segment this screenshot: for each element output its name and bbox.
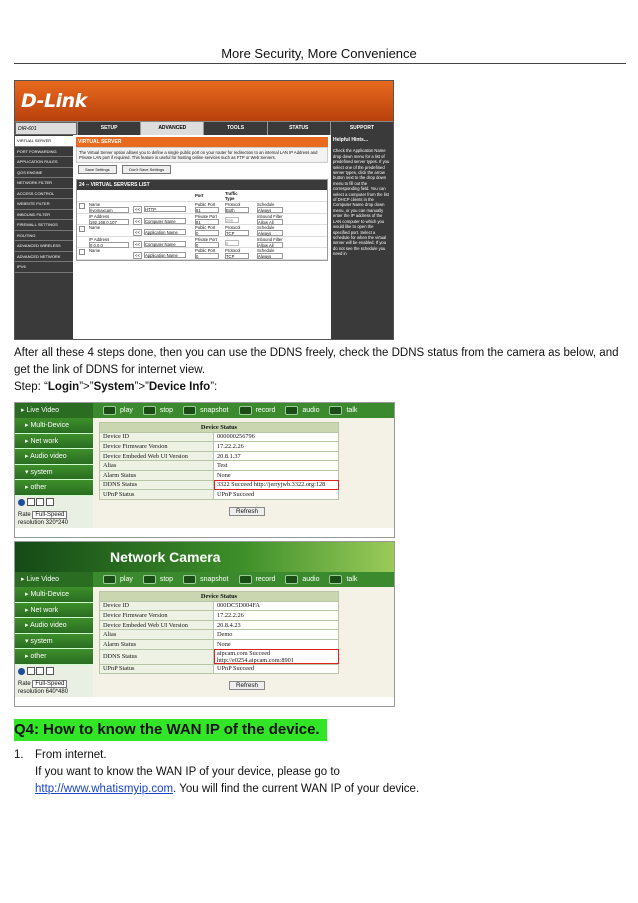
play-icon: [103, 575, 116, 584]
play-button[interactable]: [103, 403, 133, 418]
list-item-text: From internet.: [35, 749, 107, 761]
status-value: 000000256796: [214, 432, 339, 442]
device-status-panel: [93, 587, 394, 697]
status-value: None: [214, 470, 339, 480]
status-value: 17.22.2.26: [214, 611, 339, 621]
name-label: Name: [89, 248, 101, 254]
status-key: Alarm Status: [100, 639, 214, 649]
status-value: 3322 Succeed http://jerryjwb.3322.org:128: [214, 480, 339, 490]
table-row: [100, 639, 339, 649]
menu-item-label: Audio video: [30, 453, 67, 460]
status-value: UPnP Succeed: [214, 490, 339, 500]
protocol-select[interactable]: TCP: [225, 230, 249, 236]
audio-button[interactable]: [285, 572, 319, 587]
layout-1-icon[interactable]: [27, 667, 35, 675]
copy-arrow-button[interactable]: <<: [135, 241, 140, 247]
status-value: 20.8.4.23: [214, 620, 339, 630]
rate-select[interactable]: Full-Speed: [32, 680, 67, 688]
list-item-line3: [35, 781, 419, 798]
status-value: 20.8.1.37: [214, 451, 339, 461]
inbound-filter-label: Inbound Filter: [257, 213, 283, 219]
table-row: [100, 432, 339, 442]
tab-tools[interactable]: TOOLS: [203, 122, 266, 135]
menu-item-label: other: [30, 484, 47, 491]
table-row: [77, 214, 327, 226]
play-label: play: [120, 576, 133, 583]
camera-toolbar: [15, 403, 394, 418]
step-device-info: Device Info: [148, 381, 211, 393]
tab-support[interactable]: SUPPORT: [330, 122, 393, 135]
record-icon: [239, 406, 252, 415]
view-layout-controls: [15, 665, 93, 679]
list-header-row: [77, 190, 327, 202]
layout-9-icon[interactable]: [46, 498, 54, 506]
play-icon: [103, 406, 116, 415]
sidebar-item-network-filter[interactable]: NETWORK FILTER: [15, 178, 73, 189]
status-key: Device Firmware Version: [100, 442, 214, 452]
sidebar-item-virtual-server[interactable]: VIRTUAL SERVER: [15, 136, 73, 147]
step-line: [14, 379, 217, 396]
talk-label: talk: [346, 576, 358, 583]
public-port-label: Public Port: [195, 248, 216, 254]
menu-item[interactable]: ▸ Audio video: [15, 449, 93, 465]
computer-name-select[interactable]: Computer Name: [144, 218, 186, 224]
step-prefix: Step: “: [14, 381, 48, 393]
speaker-icon: [285, 575, 298, 584]
table-row: [100, 480, 339, 490]
audio-label: audio: [302, 407, 320, 414]
table-row: [100, 490, 339, 500]
paragraph-ddns: After all these 4 steps done, then you can use the DDNS freely, check the DDNS status from the camera as below, and get the link of DDNS for internet view.: [14, 347, 619, 376]
rate-label: Rate: [18, 680, 31, 687]
radio-icon[interactable]: [18, 668, 25, 675]
q4-heading: Q4: How to know the WAN IP of the device.: [14, 719, 327, 741]
whatismyip-link[interactable]: http://www.whatismyip.com: [35, 783, 174, 795]
status-key: DDNS Status: [100, 649, 214, 664]
dlink-screenshot: [14, 80, 394, 340]
name-label: Name: [89, 202, 101, 207]
snapshot-button[interactable]: [183, 572, 228, 587]
record-button[interactable]: [239, 403, 276, 418]
status-value: aipcam.com Succeed http://e0254.aipcam.com:8901: [214, 649, 339, 664]
row-checkbox[interactable]: [79, 226, 85, 232]
table-row: [77, 225, 327, 237]
live-video-label: Live Video: [26, 407, 60, 414]
camera-toolbar: [15, 572, 394, 587]
virtual-server-rows: [77, 202, 327, 260]
radio-icon[interactable]: [18, 499, 25, 506]
menu-item[interactable]: ▸ Multi-Device: [15, 587, 93, 603]
helpful-hints-text: Check the Application Name drop down menu for a list of predefined server types. If you select one of the predefined server types, click the arrow button next to the drop down menu to fill out the corresponding field. You can select a computer from the list of DHCP clients in the Computer Name drop down menu, or you can manually enter the IP address of the LAN computer to which you would like to open the specified port. Select a schedule for when the virtual server will be enabled. If you do not see the schedule you need in: [333, 148, 390, 257]
step-sep2: ”>”: [134, 381, 149, 393]
application-name-select[interactable]: Application Name: [144, 252, 186, 258]
table-row: [100, 649, 339, 664]
layout-9-icon[interactable]: [46, 667, 54, 675]
public-port-label: Public Port: [195, 225, 216, 231]
table-row: [100, 664, 339, 674]
talk-button[interactable]: [329, 572, 357, 587]
camera-icon: [183, 575, 196, 584]
talk-label: talk: [346, 407, 358, 414]
status-key: Device Embeded Web UI Version: [100, 620, 214, 630]
virtual-servers-list-title: 24 -- VIRTUAL SERVERS LIST: [77, 180, 327, 190]
sidebar-item-ipv6[interactable]: IPV6: [15, 262, 73, 273]
col-port: Port: [195, 193, 204, 198]
snapshot-button[interactable]: [183, 403, 228, 418]
camera-icon: [183, 406, 196, 415]
list-item-line3-text: . You will find the current WAN IP of your device.: [173, 783, 420, 795]
ip-address-label: IP Address: [89, 213, 110, 219]
stop-label: stop: [159, 407, 174, 414]
menu-item-label: Audio video: [30, 622, 67, 629]
dlink-logo: D-Link: [21, 90, 87, 112]
stop-label: stop: [159, 576, 174, 583]
camera-banner: [15, 542, 394, 572]
table-row: [77, 248, 327, 260]
sidebar-item-access-control[interactable]: ACCESS CONTROL: [15, 189, 73, 200]
application-name-select[interactable]: Application Name: [144, 229, 186, 235]
ip-address-label: IP Address: [89, 236, 110, 242]
row-checkbox[interactable]: [79, 249, 85, 255]
record-label: record: [255, 407, 276, 414]
dlink-banner: [15, 81, 393, 121]
live-video-label: Live Video: [26, 576, 60, 583]
ip-address-input[interactable]: 0.0.0.0: [89, 242, 129, 248]
menu-item[interactable]: ▸ Net work: [15, 434, 93, 450]
sidebar-item-port-forwarding[interactable]: PORT FORWARDING: [15, 147, 73, 158]
status-key: Alias: [100, 461, 214, 471]
sidebar-item-application-rules[interactable]: APPLICATION RULES: [15, 157, 73, 168]
dont-save-settings-button[interactable]: Don't Save Settings: [122, 165, 171, 174]
camera-sidebar: [15, 587, 93, 697]
camera-screenshot-2: [14, 541, 395, 707]
menu-item[interactable]: ▸ Audio video: [15, 618, 93, 634]
protocol-label: Protocol: [225, 248, 241, 254]
schedule-label: Schedule: [257, 202, 275, 207]
status-key: Device ID: [100, 601, 214, 611]
name-label: Name: [89, 225, 101, 231]
play-label: play: [120, 407, 133, 414]
dlink-nav: [15, 121, 393, 135]
table-row: [100, 451, 339, 461]
step-login: Login: [47, 381, 80, 393]
col-traffic-type: Traffic Type: [225, 191, 238, 201]
tab-advanced[interactable]: ADVANCED: [140, 122, 203, 135]
dlink-main: [73, 135, 331, 339]
protocol-label: Protocol: [225, 225, 241, 231]
table-row: [100, 620, 339, 630]
step-system: System: [93, 381, 135, 393]
protocol-number-input[interactable]: 6: [225, 240, 239, 246]
stop-button[interactable]: [143, 572, 173, 587]
microphone-icon: [329, 406, 342, 415]
rate-select[interactable]: Full-Speed: [32, 511, 67, 519]
stop-button[interactable]: [143, 403, 173, 418]
resolution-text: resolution 320*240: [18, 519, 69, 526]
row-checkbox[interactable]: [79, 203, 85, 209]
table-row: [100, 470, 339, 480]
layout-4-icon[interactable]: [36, 667, 44, 675]
header-divider: [14, 63, 626, 64]
refresh-button[interactable]: Refresh: [229, 507, 265, 516]
menu-live-video[interactable]: ▸ Live Video: [15, 403, 93, 418]
protocol-select[interactable]: TCP: [225, 253, 249, 259]
audio-label: audio: [302, 576, 320, 583]
computer-name-select[interactable]: Computer Name: [144, 241, 186, 247]
dlink-sidebar: [15, 135, 73, 339]
stop-icon: [143, 406, 156, 415]
play-button[interactable]: [103, 572, 133, 587]
menu-item-label: Multi-Device: [30, 422, 69, 429]
microphone-icon: [329, 575, 342, 584]
menu-item[interactable]: ▸ Multi-Device: [15, 418, 93, 434]
device-status-table: [99, 422, 339, 500]
private-port-label: Private Port: [195, 213, 217, 219]
protocol-label: Protocol: [225, 202, 241, 207]
status-value: Demo: [214, 630, 339, 640]
table-row: [77, 202, 327, 214]
record-icon: [239, 575, 252, 584]
rate-label: Rate: [18, 511, 31, 518]
device-status-table: [99, 591, 339, 674]
application-name-select[interactable]: HTTP: [144, 206, 186, 212]
step-sep1: ”>”: [79, 381, 94, 393]
list-item-number: 1.: [14, 749, 24, 761]
menu-item[interactable]: ▸ other: [15, 649, 93, 665]
inbound-filter-select[interactable]: Allow All: [257, 242, 283, 248]
layout-4-icon[interactable]: [36, 498, 44, 506]
menu-item[interactable]: ▸ other: [15, 480, 93, 496]
dlink-model: DIR-601: [15, 122, 77, 135]
device-status-panel: [93, 418, 394, 528]
status-key: UPnP Status: [100, 664, 214, 674]
menu-item-label: other: [30, 653, 47, 660]
camera-banner-title: Network Camera: [110, 549, 221, 565]
device-status-title: Device Status: [100, 423, 339, 433]
menu-item-label: Multi-Device: [30, 591, 69, 598]
device-status-title: Device Status: [100, 592, 339, 602]
talk-button[interactable]: [329, 403, 357, 418]
menu-item[interactable]: ▾ system: [15, 465, 93, 481]
virtual-server-title: VIRTUAL SERVER: [76, 137, 328, 147]
sidebar-item-advanced-network[interactable]: ADVANCED NETWORK: [15, 252, 73, 263]
snapshot-label: snapshot: [200, 407, 229, 414]
status-key: Device Firmware Version: [100, 611, 214, 621]
sidebar-item-advanced-wireless[interactable]: ADVANCED WIRELESS: [15, 241, 73, 252]
schedule-select[interactable]: Always: [257, 207, 283, 213]
status-key: Device Embeded Web UI Version: [100, 451, 214, 461]
public-port-input[interactable]: 81: [195, 207, 219, 213]
record-label: record: [255, 576, 276, 583]
table-row: [100, 601, 339, 611]
menu-live-video[interactable]: ▸ Live Video: [15, 572, 93, 587]
status-value: 17.22.2.26: [214, 442, 339, 452]
status-value: UPnP Succeed: [214, 664, 339, 674]
menu-item-label: Net work: [30, 437, 59, 445]
status-value: Test: [214, 461, 339, 471]
view-layout-controls: [15, 496, 93, 510]
menu-item[interactable]: ▸ Net work: [15, 603, 93, 619]
list-item-line2: If you want to know the WAN IP of your device, please go to: [35, 766, 340, 778]
refresh-button[interactable]: Refresh: [229, 681, 265, 690]
schedule-label: Schedule: [257, 248, 275, 254]
stop-icon: [143, 575, 156, 584]
resolution-text: resolution 640*480: [18, 688, 69, 695]
layout-1-icon[interactable]: [27, 498, 35, 506]
schedule-label: Schedule: [257, 225, 275, 231]
private-port-input[interactable]: 81: [195, 219, 219, 225]
inbound-filter-label: Inbound Filter: [257, 236, 283, 242]
tab-setup[interactable]: SETUP: [77, 122, 140, 135]
snapshot-label: snapshot: [200, 576, 229, 583]
name-input[interactable]: rivomaxcam: [89, 207, 129, 213]
protocol-select[interactable]: Both: [225, 207, 249, 213]
sidebar-item-routing[interactable]: ROUTING: [15, 231, 73, 242]
menu-item-label: system: [30, 468, 53, 476]
menu-item-label: Net work: [30, 606, 59, 614]
inbound-filter-select[interactable]: Allow All: [257, 219, 283, 225]
helpful-hints: [331, 135, 393, 339]
schedule-select[interactable]: Always: [257, 253, 283, 259]
table-row: [100, 611, 339, 621]
schedule-select[interactable]: Always: [257, 230, 283, 236]
copy-arrow-button[interactable]: <<: [135, 253, 140, 259]
tab-status[interactable]: STATUS: [267, 122, 330, 135]
speaker-icon: [285, 406, 298, 415]
status-key: Alias: [100, 630, 214, 640]
public-port-label: Public Port: [195, 202, 216, 207]
table-row: [100, 442, 339, 452]
public-port-input[interactable]: 0: [195, 230, 219, 236]
public-port-input[interactable]: 0: [195, 253, 219, 259]
status-key: Device ID: [100, 432, 214, 442]
ip-address-input[interactable]: 192.168.0.107: [89, 219, 129, 225]
copy-arrow-button[interactable]: <<: [135, 207, 140, 212]
helpful-hints-title: Helpful Hints...: [333, 137, 368, 143]
sidebar-item-website-filter[interactable]: WEBSITE FILTER: [15, 199, 73, 210]
table-row: [100, 461, 339, 471]
status-value: None: [214, 639, 339, 649]
menu-item[interactable]: ▾ system: [15, 634, 93, 650]
record-button[interactable]: [239, 572, 276, 587]
status-key: Alarm Status: [100, 470, 214, 480]
camera-screenshot-1: [14, 402, 395, 538]
rate-control: [15, 679, 93, 689]
menu-item-label: system: [30, 637, 53, 645]
table-row: [100, 630, 339, 640]
sidebar-item-inbound-filter[interactable]: INBOUND FILTER: [15, 210, 73, 221]
save-settings-button[interactable]: Save Settings: [78, 165, 117, 174]
copy-arrow-button[interactable]: <<: [135, 218, 140, 224]
private-port-label: Private Port: [195, 236, 217, 242]
virtual-servers-list: [76, 179, 328, 261]
camera-sidebar: [15, 418, 93, 528]
copy-arrow-button[interactable]: <<: [135, 230, 140, 236]
status-key: DDNS Status: [100, 480, 214, 490]
step-suffix: ”:: [210, 381, 218, 393]
private-port-input[interactable]: 0: [195, 242, 219, 248]
rate-control: [15, 510, 93, 520]
virtual-server-description: The Virtual Server option allows you to define a single public port on your router for redirection to an internal LAN IP Address and Private LAN port if required. This feature is useful for hosting online services such as FTP or Web Servers.: [76, 147, 328, 163]
audio-button[interactable]: [285, 403, 319, 418]
table-row: [77, 237, 327, 249]
sidebar-item-firewall-settings[interactable]: FIREWALL SETTINGS: [15, 220, 73, 231]
page-header: More Security, More Convenience: [221, 46, 417, 61]
status-value: 000DC5D004FA: [214, 601, 339, 611]
protocol-number-input[interactable]: 256: [225, 217, 239, 223]
status-key: UPnP Status: [100, 490, 214, 500]
sidebar-item-qos-engine[interactable]: QOS ENGINE: [15, 168, 73, 179]
